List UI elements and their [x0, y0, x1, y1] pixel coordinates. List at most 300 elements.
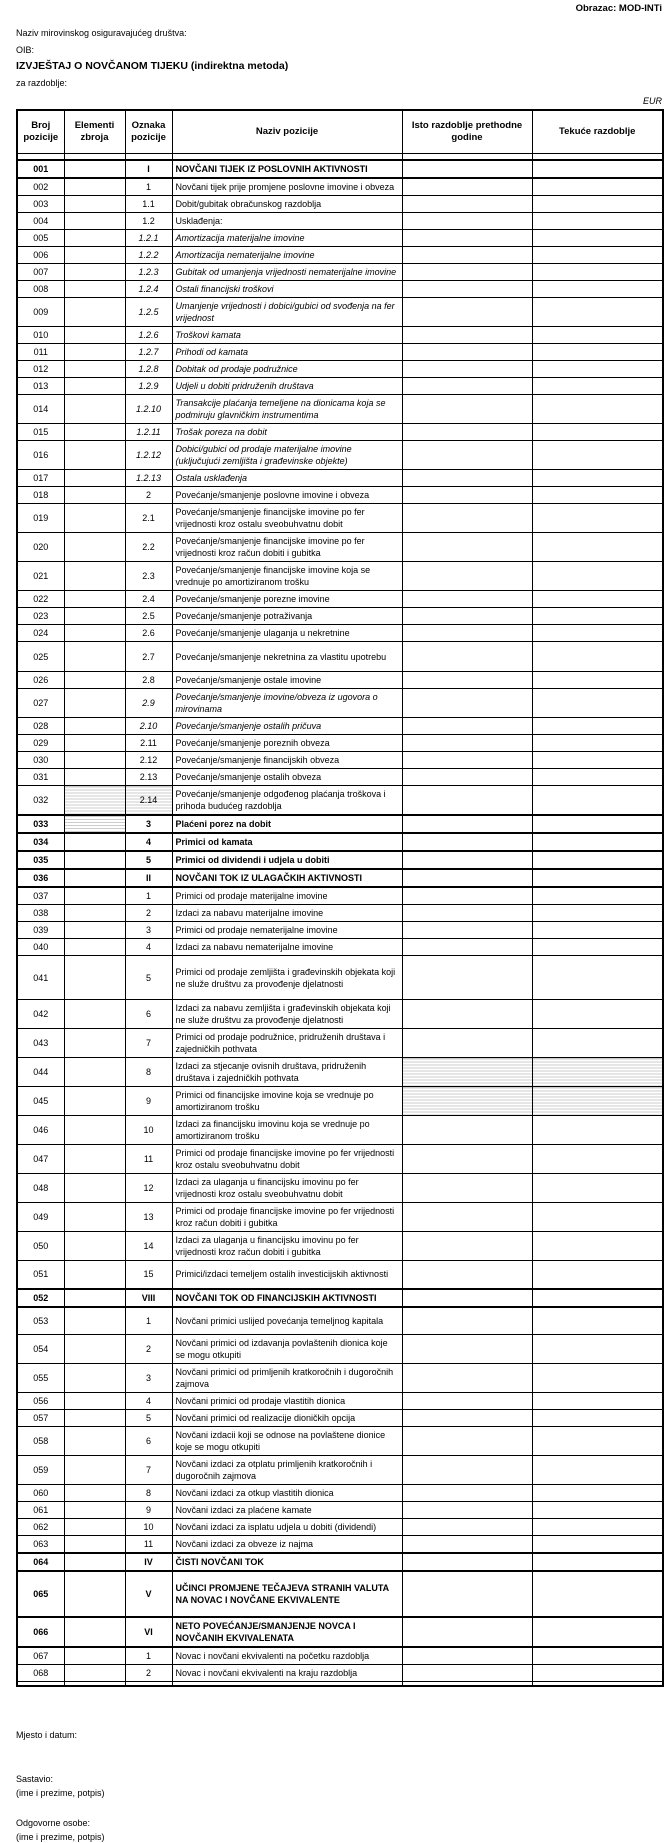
cell-curr [532, 1364, 663, 1393]
cell-curr [532, 1427, 663, 1456]
cell-prev [402, 264, 532, 281]
cell-naziv: Novčani primici od izdavanja povlaštenih dionica koje se mogu otkupiti [172, 1335, 402, 1364]
table-row [17, 504, 663, 533]
cell-oznaka: 1.2.10 [125, 395, 172, 424]
cell-oznaka: 3 [125, 815, 172, 833]
cell-elementi [64, 533, 125, 562]
cell-oznaka: 1.1 [125, 196, 172, 213]
cell-elementi [64, 815, 125, 833]
cell-oznaka: 1.2.1 [125, 230, 172, 247]
table-row [17, 424, 663, 441]
cell-naziv: Izdaci za ulaganja u financijsku imovinu po fer vrijednosti kroz račun dobiti i gubitka [172, 1232, 402, 1261]
table-row [17, 869, 663, 887]
cell-oznaka: 4 [125, 939, 172, 956]
cell-broj: 052 [17, 1289, 64, 1307]
cell-broj: 060 [17, 1485, 64, 1502]
cell-elementi [64, 1519, 125, 1536]
form-header [0, 0, 670, 107]
table-row [17, 160, 663, 178]
cell-curr [532, 642, 663, 672]
cell-curr [532, 1203, 663, 1232]
cell-oznaka: 4 [125, 833, 172, 851]
cell-curr [532, 230, 663, 247]
cell-naziv: Troškovi kamata [172, 327, 402, 344]
cell-broj: 064 [17, 1553, 64, 1571]
cell-prev [402, 922, 532, 939]
cell-elementi [64, 344, 125, 361]
table-row [17, 1087, 663, 1116]
cell-prev [402, 395, 532, 424]
cell-oznaka: 2.11 [125, 735, 172, 752]
cell-prev [402, 642, 532, 672]
cell-curr [532, 887, 663, 905]
cell-elementi [64, 1617, 125, 1647]
cell-oznaka: 1.2.4 [125, 281, 172, 298]
cell-elementi [64, 1087, 125, 1116]
cell-prev [402, 625, 532, 642]
cell-elementi [64, 1203, 125, 1232]
cell-oznaka: 8 [125, 1485, 172, 1502]
table-row [17, 1058, 663, 1087]
cell-broj: 031 [17, 769, 64, 786]
table-row [17, 533, 663, 562]
cell-prev [402, 1364, 532, 1393]
cell-oznaka: 3 [125, 922, 172, 939]
cell-elementi [64, 1393, 125, 1410]
cell-naziv: Povećanje/smanjenje ostalih pričuva [172, 718, 402, 735]
cell-elementi [64, 1029, 125, 1058]
table-row [17, 395, 663, 424]
table-row [17, 213, 663, 230]
cell-curr [532, 1232, 663, 1261]
cell-naziv: Primici od prodaje podružnice, pridruženih društava i zajedničkih pothvata [172, 1029, 402, 1058]
cell-oznaka: 5 [125, 956, 172, 1000]
cell-prev [402, 689, 532, 718]
cell-broj: 010 [17, 327, 64, 344]
cell-elementi [64, 1145, 125, 1174]
cell-prev [402, 441, 532, 470]
cell-curr [532, 769, 663, 786]
cell-broj: 017 [17, 470, 64, 487]
table-row [17, 625, 663, 642]
cell-naziv: Novčani primici od primljenih kratkoročnih i dugoročnih zajmova [172, 1364, 402, 1393]
cell-broj: 006 [17, 247, 64, 264]
table-row [17, 487, 663, 504]
cell-prev [402, 672, 532, 689]
cell-elementi [64, 424, 125, 441]
cell-broj: 057 [17, 1410, 64, 1427]
cell-naziv: Primici od prodaje financijske imovine po fer vrijednosti kroz ostalu sveobuhvatnu dobit [172, 1145, 402, 1174]
cell-oznaka: 14 [125, 1232, 172, 1261]
table-row [17, 378, 663, 395]
cell-prev [402, 178, 532, 196]
cell-curr [532, 298, 663, 327]
cell-naziv: Gubitak od umanjenja vrijednosti nematerijalne imovine [172, 264, 402, 281]
table-row [17, 1203, 663, 1232]
oib-label: OIB: [16, 45, 35, 55]
cell-naziv: Povećanje/smanjenje ulaganja u nekretnine [172, 625, 402, 642]
cell-prev [402, 939, 532, 956]
cell-prev [402, 1145, 532, 1174]
table-row [17, 1617, 663, 1647]
cell-naziv: Transakcije plaćanja temeljene na dionicama koja se podmiruju glavničkim instrumentima [172, 395, 402, 424]
cell-broj: 001 [17, 160, 64, 178]
cell-prev [402, 1000, 532, 1029]
cell-elementi [64, 470, 125, 487]
cell-elementi [64, 608, 125, 625]
prepared-by-label: Sastavio: [16, 1774, 54, 1784]
cell-curr [532, 504, 663, 533]
cell-broj: 033 [17, 815, 64, 833]
cell-oznaka: 1 [125, 1647, 172, 1665]
cell-curr [532, 1647, 663, 1665]
cell-naziv: Povećanje/smanjenje odgođenog plaćanja troškova i prihoda budućeg razdoblja [172, 786, 402, 816]
cell-broj: 051 [17, 1261, 64, 1289]
cell-oznaka: VI [125, 1617, 172, 1647]
cell-broj: 005 [17, 230, 64, 247]
cell-oznaka: 10 [125, 1116, 172, 1145]
table-row [17, 786, 663, 816]
cell-naziv: Izdaci za financijsku imovinu koja se vrednuje po amortiziranom trošku [172, 1116, 402, 1145]
cell-elementi [64, 196, 125, 213]
table-row [17, 1553, 663, 1571]
cell-oznaka: 3 [125, 1364, 172, 1393]
cell-prev [402, 298, 532, 327]
table-row [17, 1456, 663, 1485]
cell-curr [532, 344, 663, 361]
table-row [17, 470, 663, 487]
company-name-label: Naziv mirovinskog osiguravajućeg društva: [16, 28, 187, 38]
cell-curr [532, 487, 663, 504]
cell-broj: 067 [17, 1647, 64, 1665]
cell-naziv: Udjeli u dobiti pridruženih društava [172, 378, 402, 395]
cell-prev [402, 752, 532, 769]
cell-elementi [64, 1427, 125, 1456]
cell-curr [532, 956, 663, 1000]
cell-curr [532, 470, 663, 487]
cell-prev [402, 1393, 532, 1410]
cell-broj: 068 [17, 1665, 64, 1682]
cash-flow-table [16, 109, 664, 1687]
cell-prev [402, 735, 532, 752]
table-row [17, 1393, 663, 1410]
cell-naziv: Novčani izdaci za plaćene kamate [172, 1502, 402, 1519]
cell-prev [402, 344, 532, 361]
cell-curr [532, 264, 663, 281]
cell-naziv: Novčani tijek prije promjene poslovne imovine i obveza [172, 178, 402, 196]
cell-elementi [64, 178, 125, 196]
table-row [17, 1665, 663, 1682]
table-row [17, 939, 663, 956]
cell-curr [532, 1553, 663, 1571]
cell-oznaka: 13 [125, 1203, 172, 1232]
cell-prev [402, 1203, 532, 1232]
cell-oznaka: 15 [125, 1261, 172, 1289]
cell-curr [532, 625, 663, 642]
table-row [17, 1410, 663, 1427]
cell-oznaka: 9 [125, 1502, 172, 1519]
cell-elementi [64, 281, 125, 298]
cell-broj: 034 [17, 833, 64, 851]
table-row [17, 1485, 663, 1502]
cell-prev [402, 487, 532, 504]
cell-broj: 054 [17, 1335, 64, 1364]
cell-oznaka: 5 [125, 851, 172, 869]
cell-oznaka: 5 [125, 1410, 172, 1427]
cell-oznaka: 2.2 [125, 533, 172, 562]
cell-broj: 037 [17, 887, 64, 905]
table-row [17, 1000, 663, 1029]
cell-prev [402, 905, 532, 922]
cell-oznaka: 2.14 [125, 786, 172, 816]
table-row [17, 956, 663, 1000]
cell-prev [402, 887, 532, 905]
cell-broj: 022 [17, 591, 64, 608]
cell-curr [532, 533, 663, 562]
cell-broj: 008 [17, 281, 64, 298]
cell-naziv: Izdaci za nabavu zemljišta i građevinskih objekata koji ne služe društvu za provođenje djelatnosti [172, 1000, 402, 1029]
cell-naziv: Primici od financijske imovine koja se vrednuje po amortiziranom trošku [172, 1087, 402, 1116]
cell-naziv: Povećanje/smanjenje nekretnina za vlastitu upotrebu [172, 642, 402, 672]
cell-naziv: Ostali financijski troškovi [172, 281, 402, 298]
cell-curr [532, 378, 663, 395]
cell-naziv: NOVČANI TOK OD FINANCIJSKIH AKTIVNOSTI [172, 1289, 402, 1307]
cell-prev [402, 562, 532, 591]
cell-naziv: Povećanje/smanjenje financijske imovine po fer vrijednosti kroz račun dobiti i gubitka [172, 533, 402, 562]
table-row [17, 1174, 663, 1203]
cell-elementi [64, 264, 125, 281]
cell-broj: 050 [17, 1232, 64, 1261]
cell-oznaka: 2 [125, 1665, 172, 1682]
table-row [17, 642, 663, 672]
cell-curr [532, 1029, 663, 1058]
cell-oznaka: 6 [125, 1000, 172, 1029]
cell-curr [532, 922, 663, 939]
cell-curr [532, 1485, 663, 1502]
table-row [17, 1261, 663, 1289]
cell-prev [402, 1617, 532, 1647]
cell-elementi [64, 752, 125, 769]
cell-elementi [64, 735, 125, 752]
table-row [17, 851, 663, 869]
cell-oznaka: 2.12 [125, 752, 172, 769]
cell-elementi [64, 1410, 125, 1427]
cell-curr [532, 672, 663, 689]
cell-naziv: Primici od kamata [172, 833, 402, 851]
cell-broj: 021 [17, 562, 64, 591]
cell-prev [402, 833, 532, 851]
table-row [17, 689, 663, 718]
table-row [17, 1145, 663, 1174]
cell-naziv: Povećanje/smanjenje poreznih obveza [172, 735, 402, 752]
cell-oznaka: 1.2.3 [125, 264, 172, 281]
cell-curr [532, 1174, 663, 1203]
cell-elementi [64, 887, 125, 905]
table-row [17, 815, 663, 833]
cell-naziv: NETO POVEĆANJE/SMANJENJE NOVCA I NOVČANIH EKVIVALENATA [172, 1617, 402, 1647]
cell-naziv: Plaćeni porez na dobit [172, 815, 402, 833]
cell-curr [532, 395, 663, 424]
cell-curr [532, 1145, 663, 1174]
cell-curr [532, 1289, 663, 1307]
cell-oznaka: 1.2 [125, 213, 172, 230]
cell-prev [402, 361, 532, 378]
table-row [17, 591, 663, 608]
cell-prev [402, 247, 532, 264]
cell-broj: 004 [17, 213, 64, 230]
cell-curr [532, 1058, 663, 1087]
cell-broj: 038 [17, 905, 64, 922]
table-row [17, 1116, 663, 1145]
cell-curr [532, 247, 663, 264]
cell-elementi [64, 1647, 125, 1665]
cell-oznaka: 8 [125, 1058, 172, 1087]
bottom-spacer-row [17, 1682, 663, 1687]
cell-elementi [64, 230, 125, 247]
cell-curr [532, 869, 663, 887]
cell-elementi [64, 504, 125, 533]
cell-oznaka: 2.10 [125, 718, 172, 735]
form-footer [16, 1729, 670, 1843]
responsible-persons-note: (ime i prezime, potpis) [16, 1832, 105, 1842]
cell-prev [402, 160, 532, 178]
cell-elementi [64, 1000, 125, 1029]
table-row [17, 1289, 663, 1307]
cell-oznaka: 1.2.11 [125, 424, 172, 441]
cell-oznaka: 1.2.2 [125, 247, 172, 264]
cell-naziv: Novčani izdacii koji se odnose na povlaštene dionice koje se mogu otkupiti [172, 1427, 402, 1456]
cell-naziv: Dobit/gubitak obračunskog razdoblja [172, 196, 402, 213]
cell-oznaka: 7 [125, 1029, 172, 1058]
cell-prev [402, 1029, 532, 1058]
table-row [17, 281, 663, 298]
cell-elementi [64, 1485, 125, 1502]
cell-naziv: Povećanje/smanjenje potraživanja [172, 608, 402, 625]
cell-prev [402, 869, 532, 887]
page-title: IZVJEŠTAJ O NOVČANOM TIJEKU (indirektna metoda) [16, 60, 289, 72]
cell-curr [532, 1307, 663, 1335]
cell-broj: 045 [17, 1087, 64, 1116]
cell-broj: 020 [17, 533, 64, 562]
cell-elementi [64, 160, 125, 178]
column-header-oznaka-pozicije: Oznaka pozicije [125, 110, 172, 154]
table-row [17, 247, 663, 264]
cell-broj: 043 [17, 1029, 64, 1058]
cell-elementi [64, 298, 125, 327]
cell-curr [532, 1116, 663, 1145]
cell-elementi [64, 1261, 125, 1289]
cell-naziv: Izdaci za stjecanje ovisnih društava, pridruženih društava i zajedničkih pothvata [172, 1058, 402, 1087]
cell-elementi [64, 642, 125, 672]
table-row [17, 752, 663, 769]
table-row [17, 562, 663, 591]
table-row [17, 608, 663, 625]
cell-naziv: Dobitak od prodaje podružnice [172, 361, 402, 378]
table-row [17, 1232, 663, 1261]
cell-curr [532, 833, 663, 851]
cell-prev [402, 1174, 532, 1203]
cell-naziv: Novčani primici uslijed povećanja temeljnog kapitala [172, 1307, 402, 1335]
cell-curr [532, 1456, 663, 1485]
cell-curr [532, 1393, 663, 1410]
cell-prev [402, 1410, 532, 1427]
cell-oznaka: 2.6 [125, 625, 172, 642]
cell-prev [402, 424, 532, 441]
cell-oznaka: 1.2.8 [125, 361, 172, 378]
cell-prev [402, 718, 532, 735]
cell-oznaka: 2.8 [125, 672, 172, 689]
cell-broj: 009 [17, 298, 64, 327]
cell-oznaka: I [125, 160, 172, 178]
table-row [17, 178, 663, 196]
table-row [17, 905, 663, 922]
place-date-label: Mjesto i datum: [16, 1730, 78, 1740]
cell-curr [532, 752, 663, 769]
cell-broj: 003 [17, 196, 64, 213]
cell-naziv: Povećanje/smanjenje ostalih obveza [172, 769, 402, 786]
cell-naziv: Usklađenja: [172, 213, 402, 230]
cell-curr [532, 608, 663, 625]
cell-broj: 036 [17, 869, 64, 887]
cell-oznaka: 12 [125, 1174, 172, 1203]
cell-naziv: Novčani izdaci za isplatu udjela u dobiti (dividendi) [172, 1519, 402, 1536]
cell-naziv: NOVČANI TIJEK IZ POSLOVNIH AKTIVNOSTI [172, 160, 402, 178]
cell-elementi [64, 247, 125, 264]
responsible-persons-label: Odgovorne osobe: [16, 1818, 91, 1828]
cell-prev [402, 378, 532, 395]
cell-elementi [64, 1307, 125, 1335]
cell-prev [402, 1116, 532, 1145]
table-row [17, 922, 663, 939]
table-row [17, 1307, 663, 1335]
cell-prev [402, 1456, 532, 1485]
cell-naziv: Izdaci za ulaganja u financijsku imovinu po fer vrijednosti kroz ostalu sveobuhvatnu dobit [172, 1174, 402, 1203]
cell-prev [402, 1307, 532, 1335]
cell-prev [402, 769, 532, 786]
cell-curr [532, 1665, 663, 1682]
cell-broj: 063 [17, 1536, 64, 1554]
cell-curr [532, 591, 663, 608]
cell-naziv: Povećanje/smanjenje financijske imovine koja se vrednuje po amortiziranom trošku [172, 562, 402, 591]
cell-broj: 040 [17, 939, 64, 956]
cell-oznaka: 1.2.7 [125, 344, 172, 361]
cell-naziv: Novčani izdaci za obveze iz najma [172, 1536, 402, 1554]
table-row [17, 230, 663, 247]
cell-elementi [64, 689, 125, 718]
cell-elementi [64, 939, 125, 956]
cell-naziv: Novac i novčani ekvivalenti na početku razdoblja [172, 1647, 402, 1665]
cell-curr [532, 786, 663, 816]
cell-broj: 030 [17, 752, 64, 769]
cell-naziv: Amortizacija nematerijalne imovine [172, 247, 402, 264]
cell-curr [532, 718, 663, 735]
cell-prev [402, 786, 532, 816]
cell-prev [402, 196, 532, 213]
cell-broj: 027 [17, 689, 64, 718]
cell-elementi [64, 1174, 125, 1203]
cell-oznaka: 1.2.12 [125, 441, 172, 470]
cell-broj: 035 [17, 851, 64, 869]
cell-curr [532, 160, 663, 178]
cell-naziv: Ostala usklađenja [172, 470, 402, 487]
cell-oznaka: II [125, 869, 172, 887]
cell-curr [532, 1519, 663, 1536]
cell-naziv: Primici/izdaci temeljem ostalih investicijskih aktivnosti [172, 1261, 402, 1289]
cell-broj: 028 [17, 718, 64, 735]
cell-elementi [64, 361, 125, 378]
cell-prev [402, 1553, 532, 1571]
cell-elementi [64, 487, 125, 504]
